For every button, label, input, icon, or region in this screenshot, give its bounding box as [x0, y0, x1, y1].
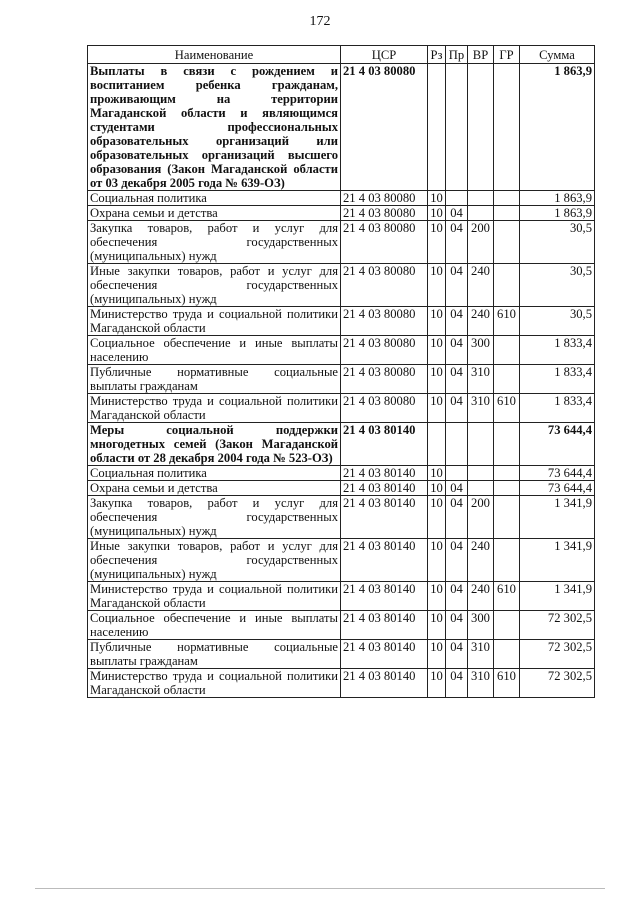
table-row [88, 394, 595, 423]
table-row [88, 423, 595, 466]
cell-csr: 21 4 03 80140 [341, 496, 428, 539]
cell-name: Министерство труда и социальной политики Магаданской области [88, 307, 341, 336]
cell-sum: 72 302,5 [520, 669, 595, 698]
table-row [88, 206, 595, 221]
cell-sum: 73 644,4 [520, 423, 595, 466]
table-row [88, 221, 595, 264]
cell-pr: 04 [446, 481, 468, 496]
header-gr: ГР [494, 46, 520, 64]
cell-pr: 04 [446, 640, 468, 669]
cell-name: Охрана семьи и детства [88, 206, 341, 221]
cell-sum: 72 302,5 [520, 640, 595, 669]
cell-rz: 10 [428, 221, 446, 264]
table-row [88, 496, 595, 539]
table-row [88, 336, 595, 365]
cell-sum: 73 644,4 [520, 481, 595, 496]
cell-name: Министерство труда и социальной политики Магаданской области [88, 582, 341, 611]
cell-pr: 04 [446, 669, 468, 698]
cell-sum: 1 341,9 [520, 582, 595, 611]
cell-pr: 04 [446, 365, 468, 394]
table-header-row [88, 46, 595, 64]
cell-gr [494, 640, 520, 669]
table-row [88, 669, 595, 698]
cell-vr: 300 [468, 336, 494, 365]
cell-vr [468, 466, 494, 481]
cell-pr [446, 64, 468, 191]
table-row [88, 481, 595, 496]
cell-rz: 10 [428, 394, 446, 423]
table-row [88, 582, 595, 611]
cell-rz [428, 423, 446, 466]
cell-name: Иные закупки товаров, работ и услуг для обеспечения государственных (муниципальных) нужд [88, 264, 341, 307]
cell-name: Публичные нормативные социальные выплаты гражданам [88, 640, 341, 669]
cell-vr: 200 [468, 221, 494, 264]
cell-csr: 21 4 03 80080 [341, 191, 428, 206]
cell-rz: 10 [428, 191, 446, 206]
cell-sum: 1 833,4 [520, 394, 595, 423]
cell-csr: 21 4 03 80140 [341, 481, 428, 496]
cell-vr [468, 191, 494, 206]
table-row [88, 611, 595, 640]
cell-gr [494, 206, 520, 221]
cell-pr: 04 [446, 611, 468, 640]
cell-csr: 21 4 03 80080 [341, 264, 428, 307]
cell-vr [468, 64, 494, 191]
cell-sum: 1 833,4 [520, 365, 595, 394]
header-name: Наименование [88, 46, 341, 64]
cell-rz: 10 [428, 582, 446, 611]
page-bottom-rule [35, 888, 605, 889]
cell-name: Социальная политика [88, 191, 341, 206]
cell-name: Закупка товаров, работ и услуг для обеспечения государственных (муниципальных) нужд [88, 221, 341, 264]
cell-gr [494, 481, 520, 496]
cell-pr [446, 423, 468, 466]
cell-name: Публичные нормативные социальные выплаты гражданам [88, 365, 341, 394]
cell-sum: 1 863,9 [520, 64, 595, 191]
cell-vr: 240 [468, 539, 494, 582]
cell-rz: 10 [428, 307, 446, 336]
cell-rz: 10 [428, 669, 446, 698]
cell-csr: 21 4 03 80140 [341, 539, 428, 582]
cell-pr: 04 [446, 206, 468, 221]
table-row [88, 307, 595, 336]
cell-rz: 10 [428, 481, 446, 496]
cell-csr: 21 4 03 80080 [341, 206, 428, 221]
table-row [88, 640, 595, 669]
cell-vr: 310 [468, 394, 494, 423]
cell-gr [494, 221, 520, 264]
cell-csr: 21 4 03 80140 [341, 423, 428, 466]
cell-gr: 610 [494, 582, 520, 611]
cell-csr: 21 4 03 80140 [341, 611, 428, 640]
cell-gr [494, 336, 520, 365]
cell-gr [494, 496, 520, 539]
cell-pr [446, 466, 468, 481]
cell-gr [494, 64, 520, 191]
cell-vr [468, 481, 494, 496]
cell-pr: 04 [446, 496, 468, 539]
cell-pr: 04 [446, 264, 468, 307]
cell-vr: 310 [468, 640, 494, 669]
cell-name: Социальное обеспечение и иные выплаты населению [88, 611, 341, 640]
cell-gr [494, 365, 520, 394]
cell-sum: 1 833,4 [520, 336, 595, 365]
cell-vr: 310 [468, 669, 494, 698]
cell-rz: 10 [428, 206, 446, 221]
cell-pr: 04 [446, 394, 468, 423]
header-csr: ЦСР [341, 46, 428, 64]
cell-rz [428, 64, 446, 191]
cell-gr: 610 [494, 669, 520, 698]
budget-table [87, 45, 595, 698]
cell-csr: 21 4 03 80080 [341, 64, 428, 191]
cell-csr: 21 4 03 80080 [341, 307, 428, 336]
cell-gr [494, 466, 520, 481]
cell-name: Социальное обеспечение и иные выплаты населению [88, 336, 341, 365]
cell-csr: 21 4 03 80080 [341, 221, 428, 264]
cell-name: Министерство труда и социальной политики Магаданской области [88, 669, 341, 698]
cell-sum: 1 341,9 [520, 539, 595, 582]
cell-sum: 1 341,9 [520, 496, 595, 539]
cell-gr: 610 [494, 394, 520, 423]
cell-gr [494, 611, 520, 640]
cell-sum: 30,5 [520, 221, 595, 264]
cell-vr [468, 423, 494, 466]
table-row [88, 191, 595, 206]
table-row [88, 539, 595, 582]
cell-rz: 10 [428, 611, 446, 640]
table-row [88, 466, 595, 481]
header-rz: Рз [428, 46, 446, 64]
cell-name: Министерство труда и социальной политики Магаданской области [88, 394, 341, 423]
cell-csr: 21 4 03 80140 [341, 466, 428, 481]
cell-name: Меры социальной поддержки многодетных семей (Закон Магаданской области от 28 декабря 2004 года № 523-ОЗ) [88, 423, 341, 466]
cell-csr: 21 4 03 80140 [341, 640, 428, 669]
cell-sum: 72 302,5 [520, 611, 595, 640]
cell-rz: 10 [428, 264, 446, 307]
cell-sum: 30,5 [520, 264, 595, 307]
cell-name: Охрана семьи и детства [88, 481, 341, 496]
header-vr: ВР [468, 46, 494, 64]
cell-gr [494, 264, 520, 307]
cell-vr: 300 [468, 611, 494, 640]
cell-vr: 240 [468, 582, 494, 611]
cell-pr: 04 [446, 221, 468, 264]
cell-gr [494, 539, 520, 582]
cell-pr: 04 [446, 336, 468, 365]
cell-vr [468, 206, 494, 221]
cell-gr: 610 [494, 307, 520, 336]
cell-pr: 04 [446, 539, 468, 582]
table-row [88, 264, 595, 307]
header-pr: Пр [446, 46, 468, 64]
page-number: 172 [309, 14, 331, 29]
cell-name: Социальная политика [88, 466, 341, 481]
cell-rz: 10 [428, 539, 446, 582]
cell-rz: 10 [428, 640, 446, 669]
cell-gr [494, 423, 520, 466]
cell-sum: 30,5 [520, 307, 595, 336]
cell-vr: 240 [468, 307, 494, 336]
cell-vr: 310 [468, 365, 494, 394]
cell-gr [494, 191, 520, 206]
cell-sum: 1 863,9 [520, 206, 595, 221]
cell-pr [446, 191, 468, 206]
cell-csr: 21 4 03 80080 [341, 336, 428, 365]
cell-vr: 200 [468, 496, 494, 539]
cell-rz: 10 [428, 496, 446, 539]
table-row [88, 64, 595, 191]
cell-csr: 21 4 03 80140 [341, 582, 428, 611]
cell-csr: 21 4 03 80080 [341, 394, 428, 423]
cell-name: Иные закупки товаров, работ и услуг для обеспечения государственных (муниципальных) нужд [88, 539, 341, 582]
header-sum: Сумма [520, 46, 595, 64]
cell-csr: 21 4 03 80140 [341, 669, 428, 698]
table-row [88, 365, 595, 394]
cell-vr: 240 [468, 264, 494, 307]
cell-sum: 1 863,9 [520, 191, 595, 206]
cell-csr: 21 4 03 80080 [341, 365, 428, 394]
cell-pr: 04 [446, 307, 468, 336]
cell-name: Выплаты в связи с рождением и воспитанием ребенка гражданам, проживающим на территории Магаданской области и являющимся студентами профессиональных образовательных организаций или образовательных организаций высшего образования (Закон Магаданской области от 03 декабря 2005 года № 639-ОЗ) [88, 64, 341, 191]
cell-name: Закупка товаров, работ и услуг для обеспечения государственных (муниципальных) нужд [88, 496, 341, 539]
cell-rz: 10 [428, 365, 446, 394]
cell-rz: 10 [428, 466, 446, 481]
cell-rz: 10 [428, 336, 446, 365]
cell-sum: 73 644,4 [520, 466, 595, 481]
cell-pr: 04 [446, 582, 468, 611]
